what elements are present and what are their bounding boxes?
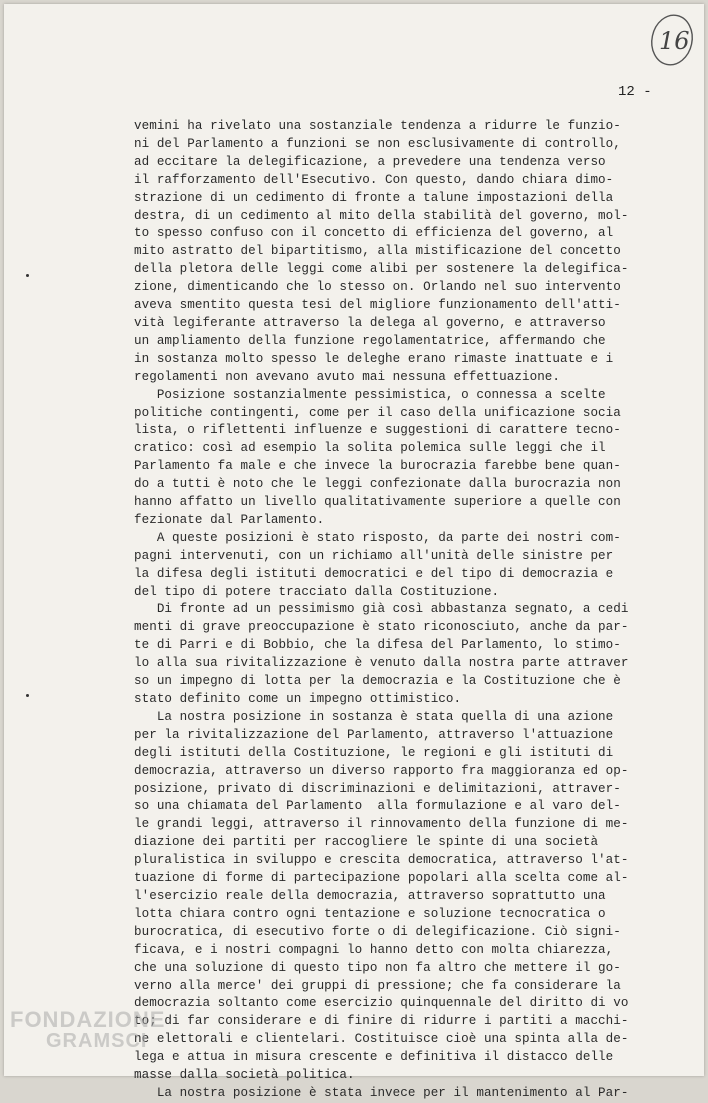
text-line: degli istituti della Costituzione, le regioni e gli istituti di xyxy=(134,745,614,760)
text-line: masse dalla società politica. xyxy=(134,1068,355,1083)
text-line: ne elettorali e clientelari. Costituisce cioè una spinta alla de- xyxy=(134,1032,629,1047)
text-line: politiche contingenti, come per il caso della unificazione socia xyxy=(134,405,621,420)
text-line: ni del Parlamento a funzioni se non esclusivamente di controllo, xyxy=(134,136,621,151)
text-line: vemini ha rivelato una sostanziale tendenza a ridurre le funzio- xyxy=(134,119,621,133)
text-line: Parlamento fa male e che invece la burocrazia farebbe bene quan- xyxy=(134,459,621,474)
text-line: strazione di un cedimento di fronte a talune impostazioni della xyxy=(134,190,614,205)
text-line: del tipo di potere tracciato dalla Costituzione. xyxy=(134,584,500,599)
text-line: un ampliamento della funzione regolamentatrice, affermando che xyxy=(134,333,606,348)
text-line: lega e attua in misura crescente e definitiva il distacco delle xyxy=(134,1050,614,1065)
text-line: vità legiferante attraverso la delega al governo, e attraverso xyxy=(134,315,606,330)
text-line: regolamenti non avevano avuto mai nessuna effettuazione. xyxy=(134,369,561,384)
text-line: stato definito come un impegno ottimistico. xyxy=(134,692,462,706)
text-line: La nostra posizione è stata invece per il mantenimento al Par- xyxy=(134,1085,629,1100)
text-line: che una soluzione di questo tipo non fa altro che mettere il go- xyxy=(134,960,621,975)
text-line: verno alla merce' dei gruppi di pressione; che fa considerare la xyxy=(134,978,621,993)
typewritten-body xyxy=(134,118,674,1103)
text-line: le grandi leggi, attraverso il rinnovamento della funzione di me- xyxy=(134,817,629,832)
text-line: ficava, e i nostri compagni lo hanno detto con molta chiarezza, xyxy=(134,942,614,957)
margin-dot xyxy=(26,694,29,697)
watermark-line-1: FONDAZIONE xyxy=(10,1007,166,1032)
document-page xyxy=(4,4,704,1100)
text-line: hanno affatto un livello qualitativamente superiore a quelle con xyxy=(134,495,621,510)
fondazione-gramsci-watermark xyxy=(10,1009,165,1051)
text-line: lista, o riflettenti influenze e suggestioni di carattere tecno- xyxy=(134,423,621,438)
text-line: in sostanza molto spesso le deleghe erano rimaste inattuate e i xyxy=(134,351,614,366)
text-line: te di Parri e di Bobbio, che la difesa del Parlamento, lo stimo- xyxy=(134,638,621,653)
text-line: aveva smentito questa tesi del migliore funzionamento dell'atti- xyxy=(134,298,621,313)
text-line: pagni intervenuti, con un richiamo all'unità delle sinistre per xyxy=(134,548,614,563)
text-line: Di fronte ad un pessimismo già così abbastanza segnato, a cedi xyxy=(134,602,629,617)
text-line: diazione dei partiti per raccogliere le spinte di una società xyxy=(134,835,599,850)
text-line: democrazia soltanto come esercizio quinquennale del diritto di vo xyxy=(134,996,629,1011)
watermark-line-2: GRAMSCI xyxy=(46,1030,148,1052)
text-line: La nostra posizione in sostanza è stata quella di una azione xyxy=(134,709,614,724)
text-line: so un impegno di lotta per la democrazia e la Costituzione che è xyxy=(134,674,621,689)
archive-number-stamp xyxy=(648,10,696,68)
text-line: la difesa degli istituti democratici e del tipo di democrazia e xyxy=(134,566,614,581)
text-line: della pletora delle leggi come alibi per sostenere la delegifica- xyxy=(134,262,629,277)
text-line: to spesso confuso con il concetto di efficienza del governo, al xyxy=(134,226,614,241)
margin-dot xyxy=(26,274,29,277)
page-number: 12 - xyxy=(618,84,652,100)
text-line: democrazia, attraverso un diverso rapporto fra maggioranza ed op- xyxy=(134,763,629,778)
text-line: burocratica, di esecutivo forte o di delegificazione. Ciò signi- xyxy=(134,924,621,939)
text-line: zione, dimenticando che lo stesso on. Orlando nel suo intervento xyxy=(134,280,621,295)
text-line: pluralistica in sviluppo e crescita democratica, attraverso l'at- xyxy=(134,853,629,868)
text-line: lotta chiara contro ogni tentazione e soluzione tecnocratica o xyxy=(134,906,606,921)
text-line: lo alla sua rivitalizzazione è venuto dalla nostra parte attraver xyxy=(134,656,629,671)
text-line: destra, di un cedimento al mito della stabilità del governo, mol- xyxy=(134,208,629,223)
text-line: A queste posizioni è stato risposto, da parte dei nostri com- xyxy=(134,530,621,545)
text-line: cratico: così ad esempio la solita polemica sulle leggi che il xyxy=(134,441,606,456)
text-line: tuazione di forme di partecipazione popolari alla scelta come al- xyxy=(134,871,629,886)
text-line: Posizione sostanzialmente pessimistica, o connessa a scelte xyxy=(134,387,606,402)
text-line: so una chiamata del Parlamento alla formulazione e al varo del- xyxy=(134,799,621,814)
text-line: posizione, privato di discriminazioni e delimitazioni, attraver- xyxy=(134,781,621,796)
text-line: do a tutti è noto che le leggi confezionate dalla burocrazia non xyxy=(134,477,621,492)
text-line: menti di grave preoccupazione è stato riconosciuto, anche da par- xyxy=(134,620,629,635)
text-line: fezionate dal Parlamento. xyxy=(134,512,325,527)
text-line: per la rivitalizzazione del Parlamento, attraverso l'attuazione xyxy=(134,727,614,742)
text-line: to; di far considerare e di finire di ridurre i partiti a macchi- xyxy=(134,1014,629,1029)
text-line: ad eccitare la delegificazione, a prevedere una tendenza verso xyxy=(134,154,606,169)
text-line: mito astratto del bipartitismo, alla mistificazione del concetto xyxy=(134,244,621,259)
text-line: il rafforzamento dell'Esecutivo. Con questo, dando chiara dimo- xyxy=(134,172,614,187)
text-line: l'esercizio reale della democrazia, attraverso soprattutto una xyxy=(134,888,606,903)
archive-number: 16 xyxy=(659,27,690,55)
